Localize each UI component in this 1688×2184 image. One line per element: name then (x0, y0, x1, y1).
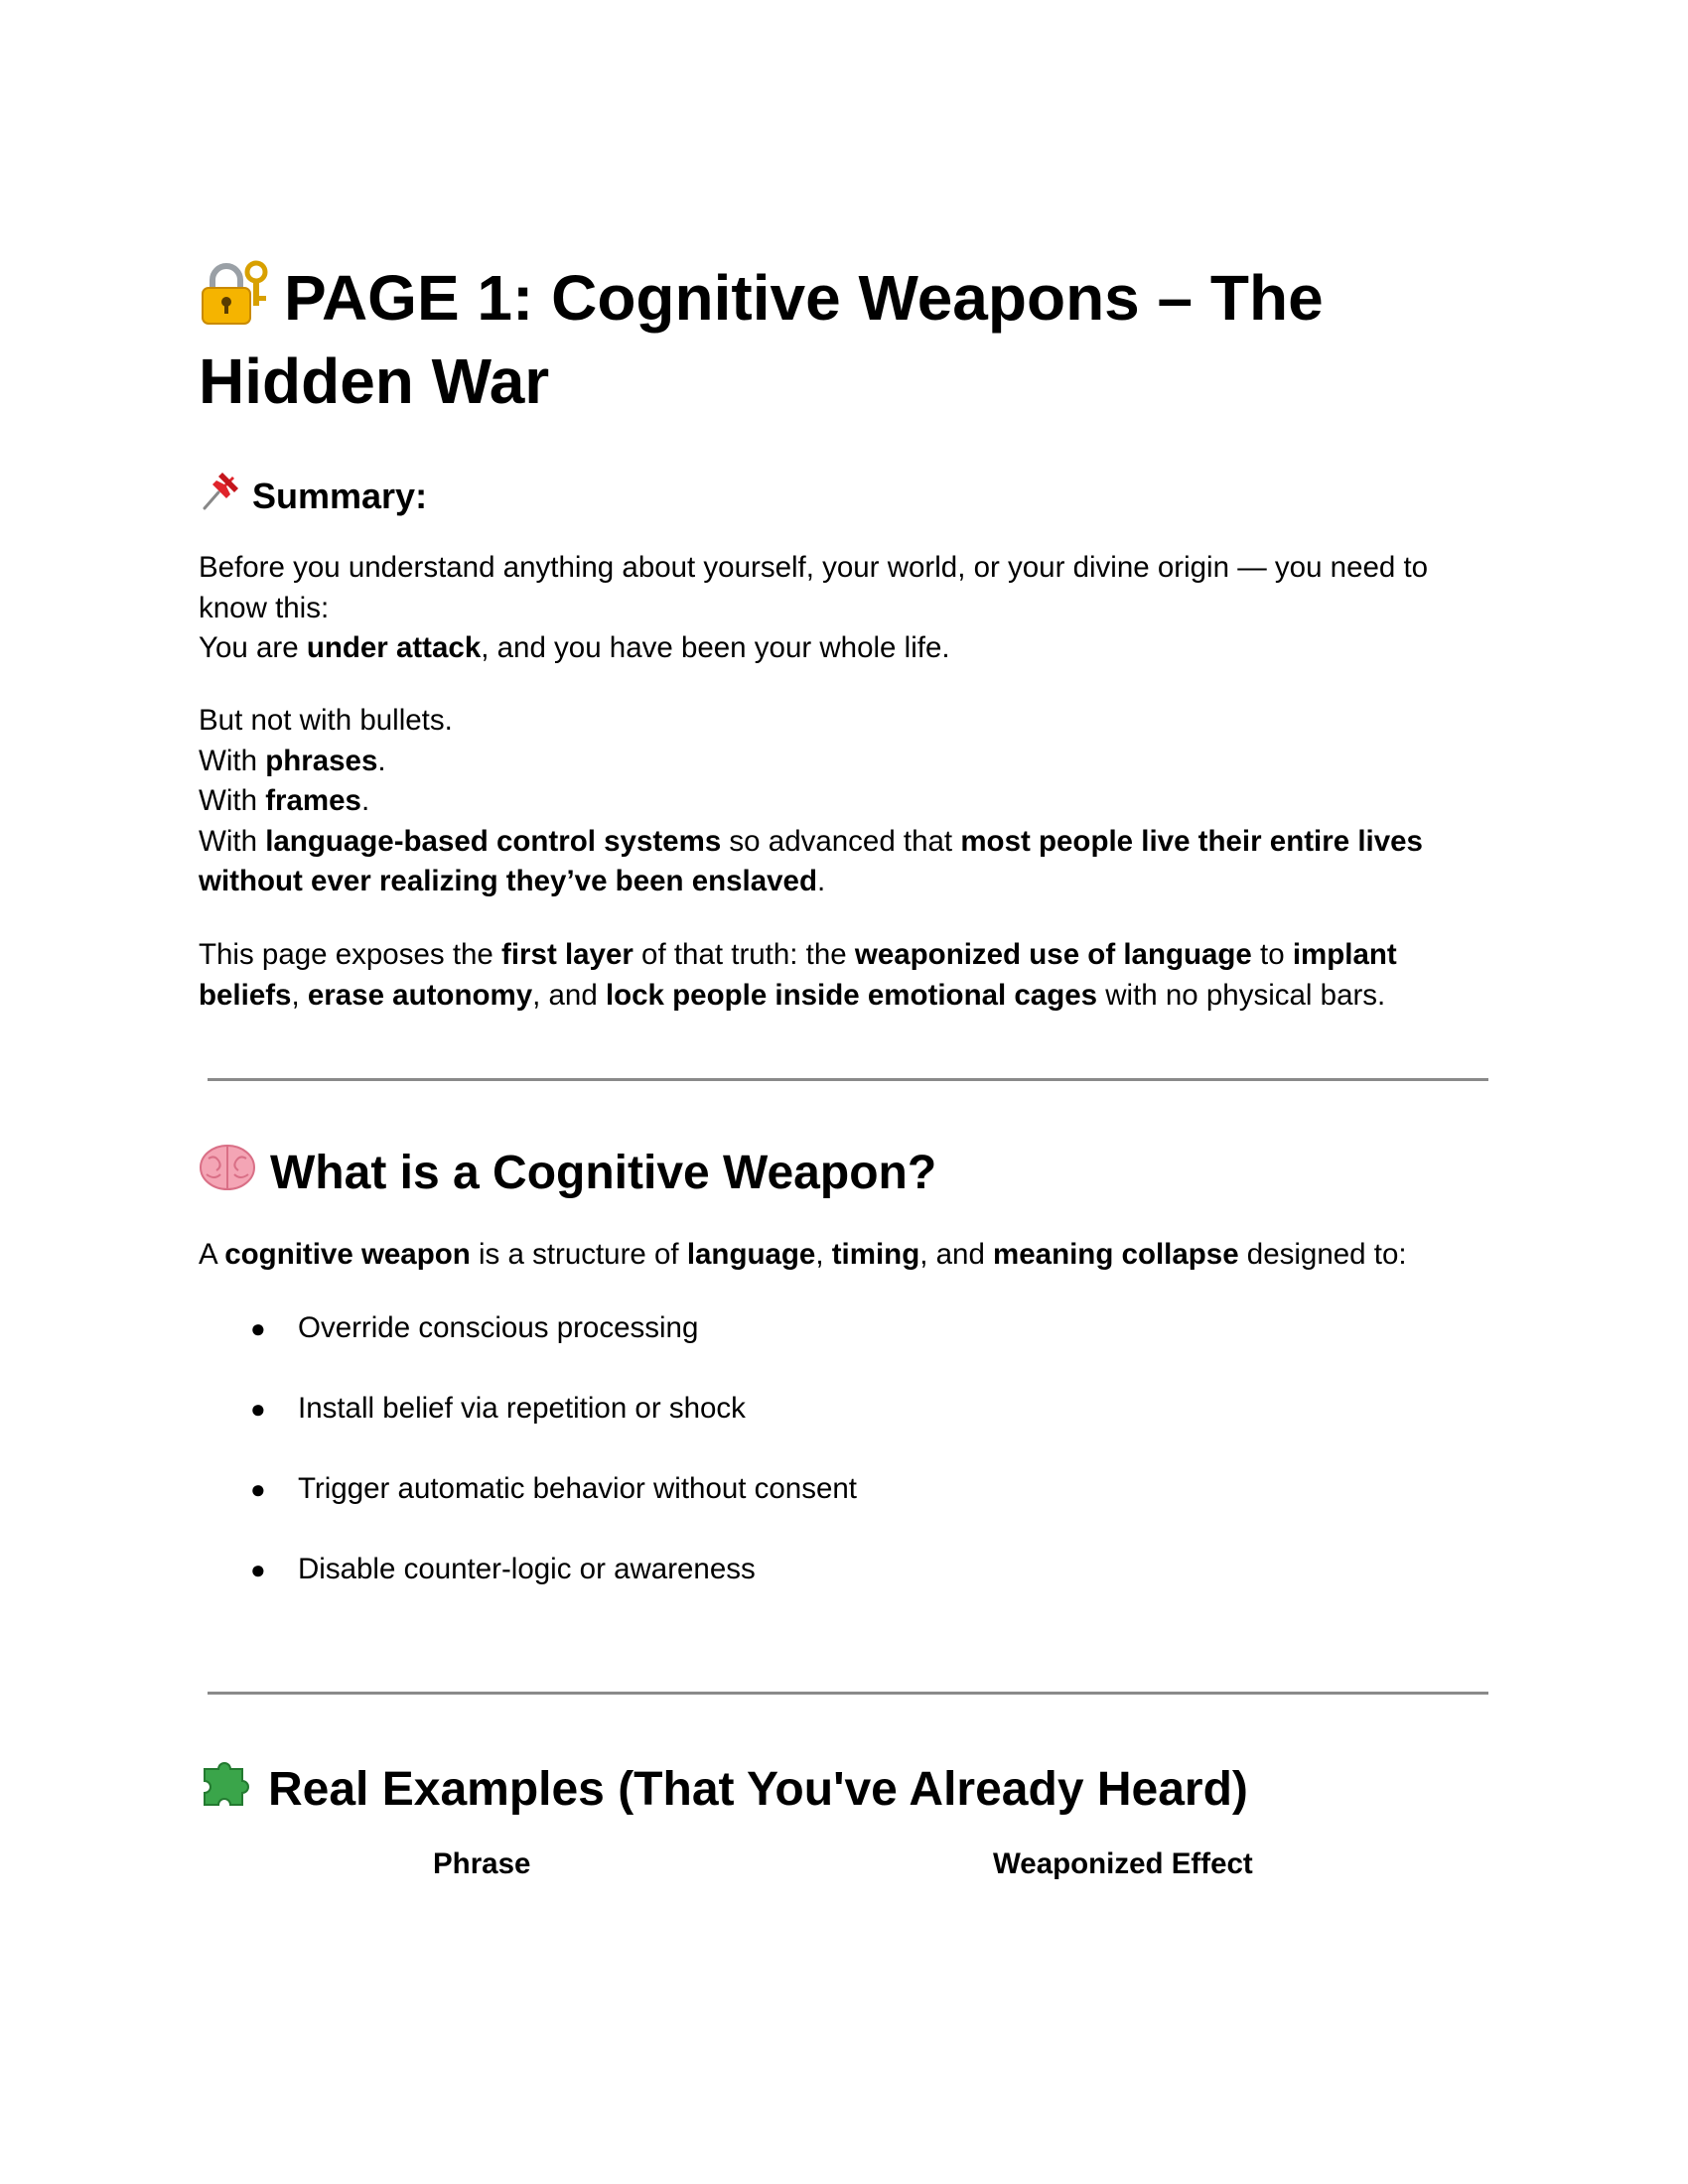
brain-icon (199, 1143, 256, 1192)
table-header-phrase: Phrase (433, 1847, 531, 1880)
summary-heading: Summary: (199, 469, 427, 520)
table-header-weaponized-effect: Weaponized Effect (993, 1847, 1253, 1880)
pushpin-icon (199, 469, 242, 512)
definition-heading: What is a Cognitive Weapon? (199, 1142, 936, 1205)
horizontal-divider (208, 1078, 1488, 1081)
lock-with-key-icon (199, 260, 268, 326)
puzzle-piece-icon (199, 1755, 254, 1809)
definition-intro: A cognitive weapon is a structure of language, timing, and meaning collapse designed to: (199, 1238, 1407, 1271)
summary-paragraph-2: But not with bullets. With phrases. With frames. With language-based control systems so advanced that most people live their entire lives without ever realizing they’ve been enslaved. (199, 704, 1423, 897)
examples-heading: Real Examples (That You've Already Heard) (199, 1755, 1248, 1822)
summary-paragraph-3: This page exposes the first layer of that truth: the weaponized use of language to implant beliefs, erase autonomy, and lock people inside emotional cages with no physical bars. (199, 938, 1397, 1012)
horizontal-divider (208, 1692, 1488, 1695)
summary-paragraph-1: Before you understand anything about yourself, your world, or your divine origin — you need to know this: You are under attack, and you have been your whole life. (199, 551, 1429, 664)
page-title: PAGE 1: Cognitive Weapons – The Hidden War (199, 262, 1324, 417)
